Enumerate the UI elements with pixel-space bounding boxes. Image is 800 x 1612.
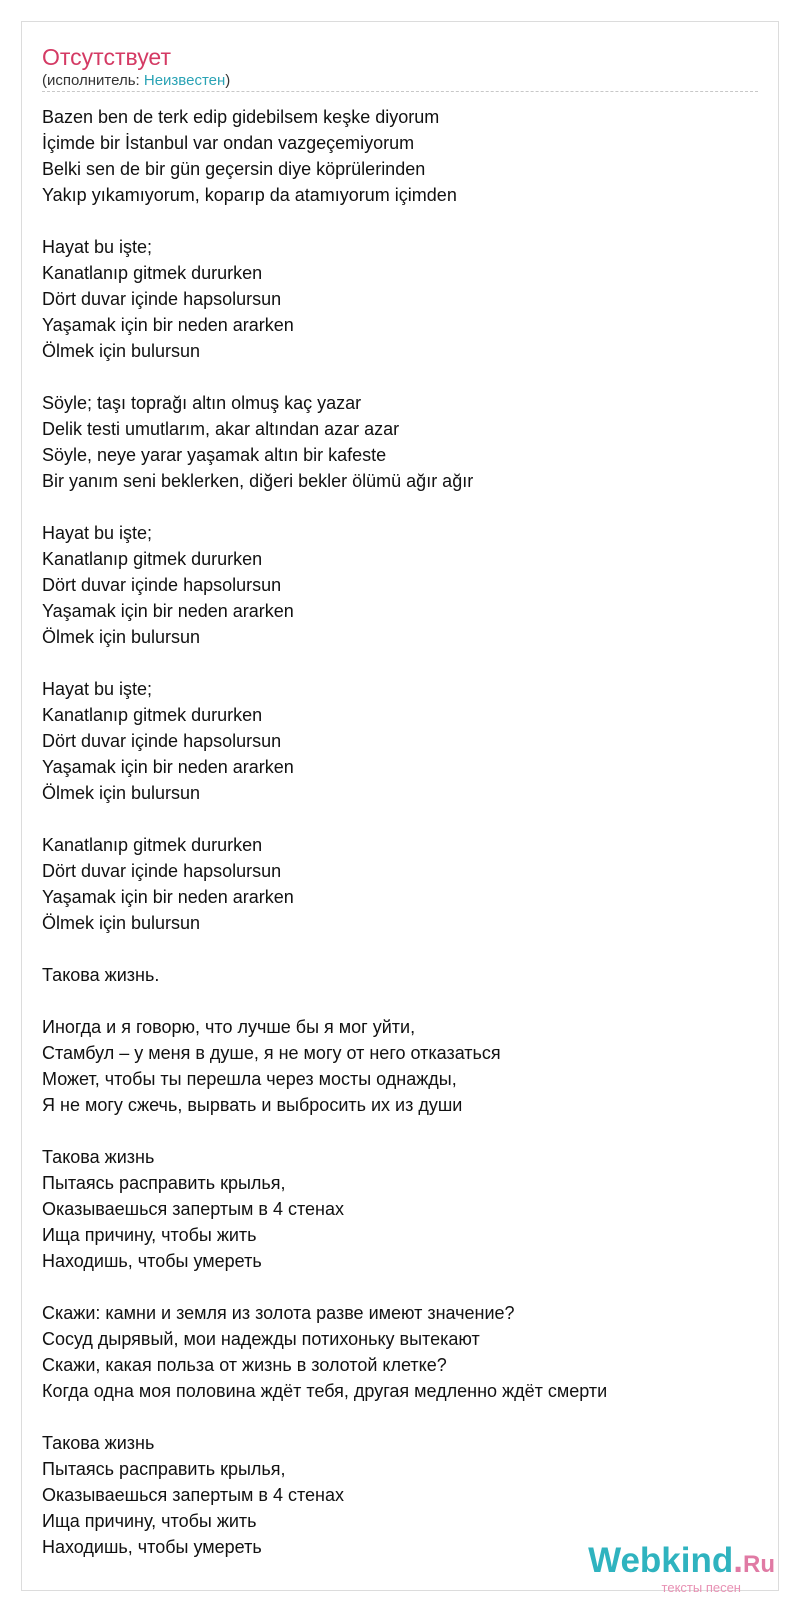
lyric-line: Hayat bu işte; <box>42 679 153 699</box>
lyric-line: Оказываешься запертым в 4 стенах <box>42 1199 344 1219</box>
lyric-line: Скажи, какая польза от жизнь в золотой клетке? <box>42 1355 447 1375</box>
lyric-line: Такова жизнь. <box>42 965 160 985</box>
artist-link[interactable]: Неизвестен <box>143 72 226 89</box>
song-title: Отсутствует <box>42 44 171 70</box>
lyrics-stanza <box>42 962 758 988</box>
lyric-line: Söyle, neye yarar yaşamak altın bir kafeste <box>42 445 387 465</box>
lyric-line: Yaşamak için bir neden ararken <box>42 887 294 907</box>
lyric-line: Belki sen de bir gün geçersin diye köprülerinden <box>42 159 426 179</box>
lyrics-stanza <box>42 676 758 806</box>
lyric-line: Когда одна моя половина ждёт тебя, другая медленно ждёт смерти <box>42 1381 608 1401</box>
lyric-line: Yaşamak için bir neden ararken <box>42 315 294 335</box>
lyric-line: Ölmek için bulursun <box>42 341 201 361</box>
lyric-line: Bazen ben de terk edip gidebilsem keşke diyorum <box>42 107 440 127</box>
logo-tagline: тексты песен <box>661 1580 741 1595</box>
lyric-line: Сосуд дырявый, мои надежды потихоньку вытекают <box>42 1329 480 1349</box>
artist-suffix: ) <box>225 72 231 89</box>
lyric-line: Dört duvar içinde hapsolursun <box>42 575 282 595</box>
lyrics-stanza <box>42 1014 758 1118</box>
lyrics-stanza <box>42 104 758 208</box>
lyric-line: Ölmek için bulursun <box>42 913 201 933</box>
lyric-line: Ища причину, чтобы жить <box>42 1225 257 1245</box>
lyrics-stanza <box>42 1144 758 1274</box>
lyric-line: Söyle; taşı toprağı altın olmuş kaç yazar <box>42 393 362 413</box>
lyric-line: Оказываешься запертым в 4 стенах <box>42 1485 344 1505</box>
lyric-line: Kanatlanıp gitmek dururken <box>42 263 263 283</box>
lyric-line: Hayat bu işte; <box>42 523 153 543</box>
lyric-line: Я не могу сжечь, вырвать и выбросить их из души <box>42 1095 463 1115</box>
lyric-line: Dört duvar içinde hapsolursun <box>42 289 282 309</box>
lyric-line: İçimde bir İstanbul var ondan vazgeçemiyorum <box>42 133 415 153</box>
logo-dot: . <box>733 1541 743 1580</box>
lyric-line: Находишь, чтобы умереть <box>42 1251 262 1271</box>
lyric-line: Пытаясь расправить крылья, <box>42 1173 286 1193</box>
lyric-line: Yaşamak için bir neden ararken <box>42 757 294 777</box>
lyrics-stanza <box>42 1300 758 1404</box>
artist-line <box>42 72 230 90</box>
lyric-line: Пытаясь расправить крылья, <box>42 1459 286 1479</box>
lyrics-stanza <box>42 390 758 494</box>
lyrics-body <box>42 104 758 1560</box>
lyric-line: Ölmek için bulursun <box>42 783 201 803</box>
lyrics-stanza <box>42 832 758 936</box>
lyric-line: Такова жизнь <box>42 1433 155 1453</box>
lyrics-stanza <box>42 520 758 650</box>
lyric-line: Может, чтобы ты перешла через мосты однажды, <box>42 1069 457 1089</box>
logo-wordmark <box>583 1543 775 1583</box>
lyric-line: Dört duvar içinde hapsolursun <box>42 731 282 751</box>
lyric-line: Kanatlanıp gitmek dururken <box>42 705 263 725</box>
lyric-line: Yaşamak için bir neden ararken <box>42 601 294 621</box>
site-logo[interactable] <box>583 1543 775 1599</box>
lyric-line: Delik testi umutlarım, akar altından azar azar <box>42 419 400 439</box>
logo-tld: Ru <box>743 1551 775 1578</box>
header-divider <box>42 91 758 92</box>
lyric-line: Kanatlanıp gitmek dururken <box>42 835 263 855</box>
lyric-line: Yakıp yıkamıyorum, koparıp da atamıyorum içimden <box>42 185 457 205</box>
lyric-line: Иногда и я говорю, что лучше бы я мог уйти, <box>42 1017 416 1037</box>
logo-name: Webkind <box>588 1541 734 1580</box>
lyric-line: Такова жизнь <box>42 1147 155 1167</box>
artist-prefix: (исполнитель: <box>42 72 144 89</box>
lyric-line: Hayat bu işte; <box>42 237 153 257</box>
lyric-line: Ища причину, чтобы жить <box>42 1511 257 1531</box>
lyrics-stanza <box>42 234 758 364</box>
lyric-line: Находишь, чтобы умереть <box>42 1537 262 1557</box>
lyric-line: Bir yanım seni beklerken, diğeri bekler ölümü ağır ağır <box>42 471 474 491</box>
lyric-line: Kanatlanıp gitmek dururken <box>42 549 263 569</box>
lyric-line: Ölmek için bulursun <box>42 627 201 647</box>
lyric-line: Стамбул – у меня в душе, я не могу от него отказаться <box>42 1043 501 1063</box>
lyric-line: Dört duvar içinde hapsolursun <box>42 861 282 881</box>
lyric-line: Скажи: камни и земля из золота разве имеют значение? <box>42 1303 515 1323</box>
